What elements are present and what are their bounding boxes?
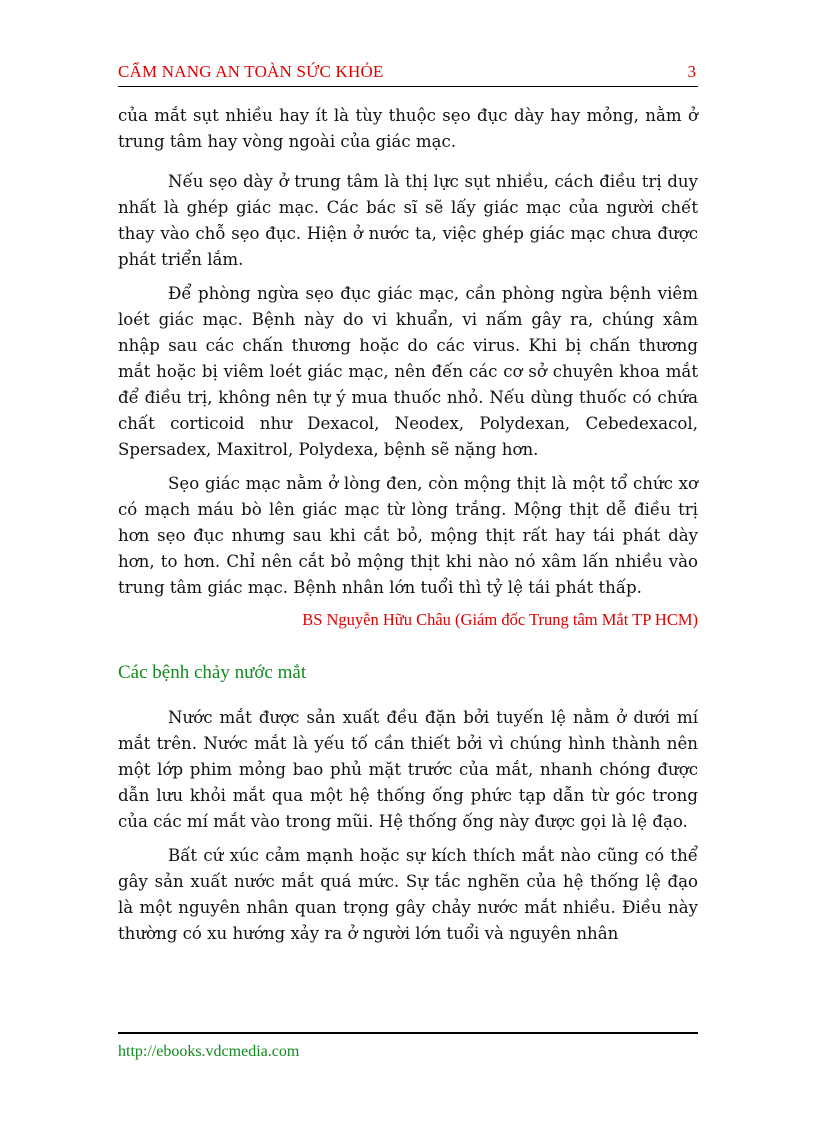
paragraph-continued: của mắt sụt nhiều hay ít là tùy thuộc sẹo đục dày hay mỏng, nằm ở trung tâm hay vòng ngoài của giác mạc.	[118, 106, 698, 151]
section-heading: Các bệnh chảy nước mắt	[118, 662, 307, 683]
author-signature: BS Nguyễn Hữu Châu (Giám đốc Trung tâm Mắt TP HCM)	[302, 610, 698, 629]
paragraph: Sẹo giác mạc nằm ở lòng đen, còn mộng thịt là một tổ chức xơ có mạch máu bò lên giác mạc từ lòng trắng. Mộng thịt dễ điều trị hơn sẹo đục nhưng sau khi cắt bỏ, mộng thịt rất hay tái phát dày hơn, to hơn. Chỉ nên cắt bỏ mộng thịt khi nào nó xâm lấn nhiều vào trung tâm giác mạc. Bệnh nhân lớn tuổi thì tỷ lệ tái phát thấp.	[118, 474, 698, 597]
paragraph: Nước mắt được sản xuất đều đặn bởi tuyến lệ nằm ở dưới mí mắt trên. Nước mắt là yếu tố cần thiết bởi vì chúng hình thành nên một lớp phim mỏng bao phủ mặt trước của mắt, nhanh chóng được dẫn lưu khỏi mắt qua một hệ thống ống phức tạp dẫn từ góc trong của các mí mắt vào trong mũi. Hệ thống ống này được gọi là lệ đạo.	[118, 708, 698, 831]
page-number: 3	[687, 62, 696, 81]
page-header	[118, 62, 698, 86]
book-title: CẨM NANG AN TOÀN SỨC KHỎE	[118, 62, 384, 81]
footer-url[interactable]: http://ebooks.vdcmedia.com	[118, 1043, 300, 1060]
paragraph: Nếu sẹo dày ở trung tâm là thị lực sụt nhiều, cách điều trị duy nhất là ghép giác mạc. Các bác sĩ sẽ lấy giác mạc của người chết thay vào chỗ sẹo đục. Hiện ở nước ta, việc ghép giác mạc chưa được phát triển lắm.	[118, 172, 698, 269]
paragraph: Bất cứ xúc cảm mạnh hoặc sự kích thích mắt nào cũng có thể gây sản xuất nước mắt quá mức. Sự tắc nghẽn của hệ thống lệ đạo là một nguyên nhân quan trọng gây chảy nước mắt nhiều. Điều này thường có xu hướng xảy ra ở người lớn tuổi và nguyên nhân	[118, 846, 698, 943]
article-body	[118, 103, 698, 955]
header-divider	[118, 86, 698, 87]
footer-divider	[118, 1032, 698, 1034]
paragraph: Để phòng ngừa sẹo đục giác mạc, cần phòng ngừa bệnh viêm loét giác mạc. Bệnh này do vi khuẩn, vi nấm gây ra, chúng xâm nhập sau các chấn thương hoặc do các virus. Khi bị chấn thương mắt hoặc bị viêm loét giác mạc, nên đến các cơ sở chuyên khoa mắt để điều trị, không nên tự ý mua thuốc nhỏ. Nếu dùng thuốc có chứa chất corticoid như Dexacol, Neodex, Polydexan, Cebedexacol, Spersadex, Maxitrol, Polydexa, bệnh sẽ nặng hơn.	[118, 284, 698, 459]
